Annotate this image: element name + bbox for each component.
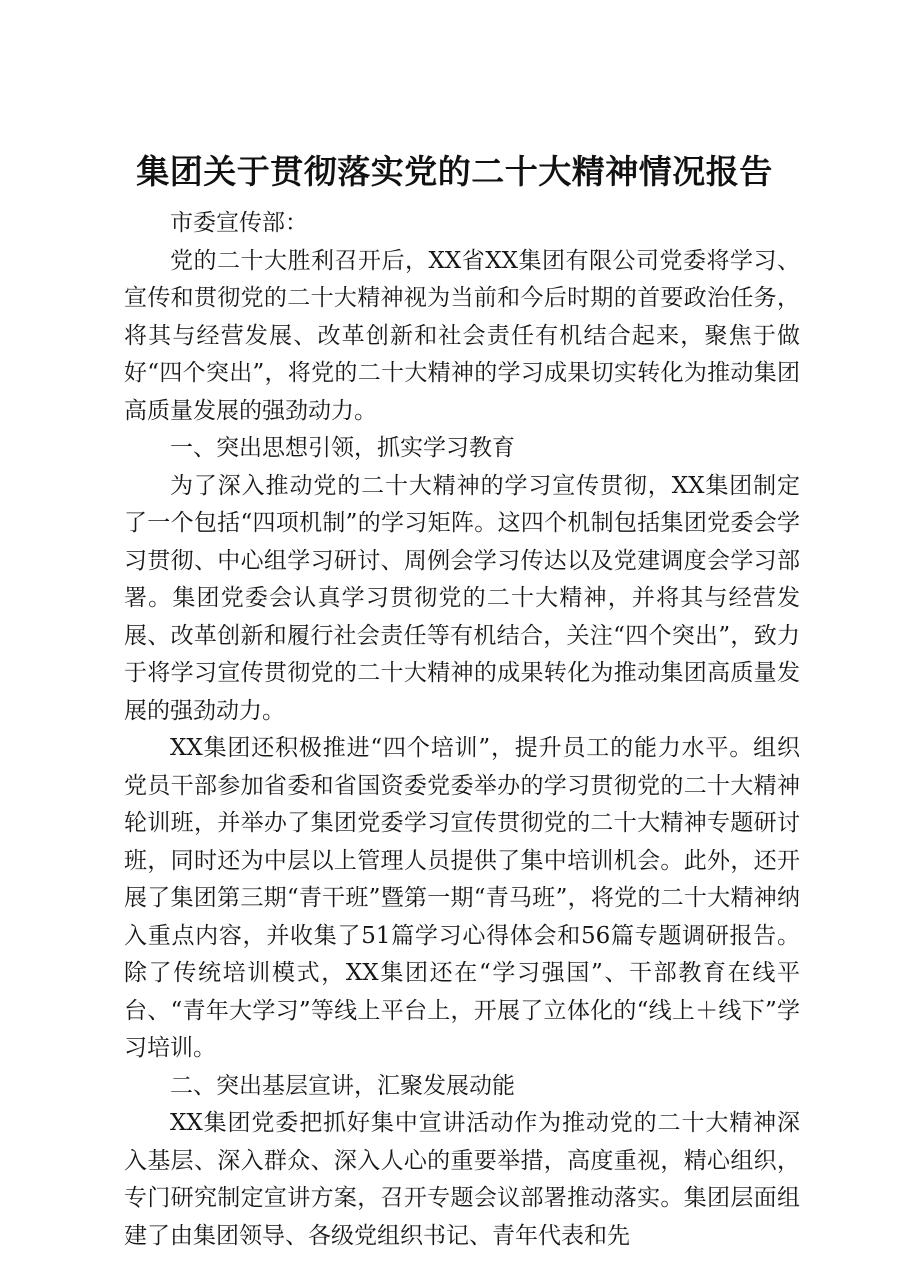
document-title: 集团关于贯彻落实党的二十大精神情况报告 [136,152,773,191]
salutation: 市委宣传部： [170,210,308,236]
paragraph-training: XX集团还积极推进“四个培训”，提升员工的能力水平。组织党员干部参加省委和省国资委党委举办的学习贯彻党的二十大精神轮训班，并举办了集团党委学习宣传贯彻党的二十大精神专题研讨班，同时还为中层以上管理人员提供了集中培训机会。此外，还开展了集团第三期“青干班”暨第一期“青马班”，将党的二十大精神纳入重点内容，并收集了51篇学习心得体会和56篇专题调研报告。除了传统培训模式，XX集团还在“学习强国”、干部教育在线平台、“青年大学习”等线上平台上，开展了立体化的“线上＋线下”学习培训。 [124,735,800,1061]
paragraph-intro: 党的二十大胜利召开后，XX省XX集团有限公司党委将学习、宣传和贯彻党的二十大精神视为当前和今后时期的首要政治任务，将其与经营发展、改革创新和社会责任有机结合起来，聚焦于做好“四个突出”，将党的二十大精神的学习成果切实转化为推动集团高质量发展的强劲动力。 [124,247,800,424]
section-heading-1: 一、突出思想引领，抓实学习教育 [170,435,515,461]
paragraph-grassroots-lectures: XX集团党委把抓好集中宣讲活动作为推动党的二十大精神深入基层、深入群众、深入人心的重要举措，高度重视，精心组织，专门研究制定宣讲方案，召开专题会议部署推动落实。集团层面组建了由集团领导、各级党组织书记、青年代表和先 [124,1110,800,1249]
paragraph-study-mechanisms: 为了深入推动党的二十大精神的学习宣传贯彻，XX集团制定了一个包括“四项机制”的学习矩阵。这四个机制包括集团党委会学习贯彻、中心组学习研讨、周例会学习传达以及党建调度会学习部署。集团党委会认真学习贯彻党的二十大精神，并将其与经营发展、改革创新和履行社会责任等有机结合，关注“四个突出”，致力于将学习宣传贯彻党的二十大精神的成果转化为推动集团高质量发展的强劲动力。 [124,472,800,724]
document-body [124,205,800,1255]
section-heading-2: 二、突出基层宣讲，汇聚发展动能 [170,1072,515,1099]
